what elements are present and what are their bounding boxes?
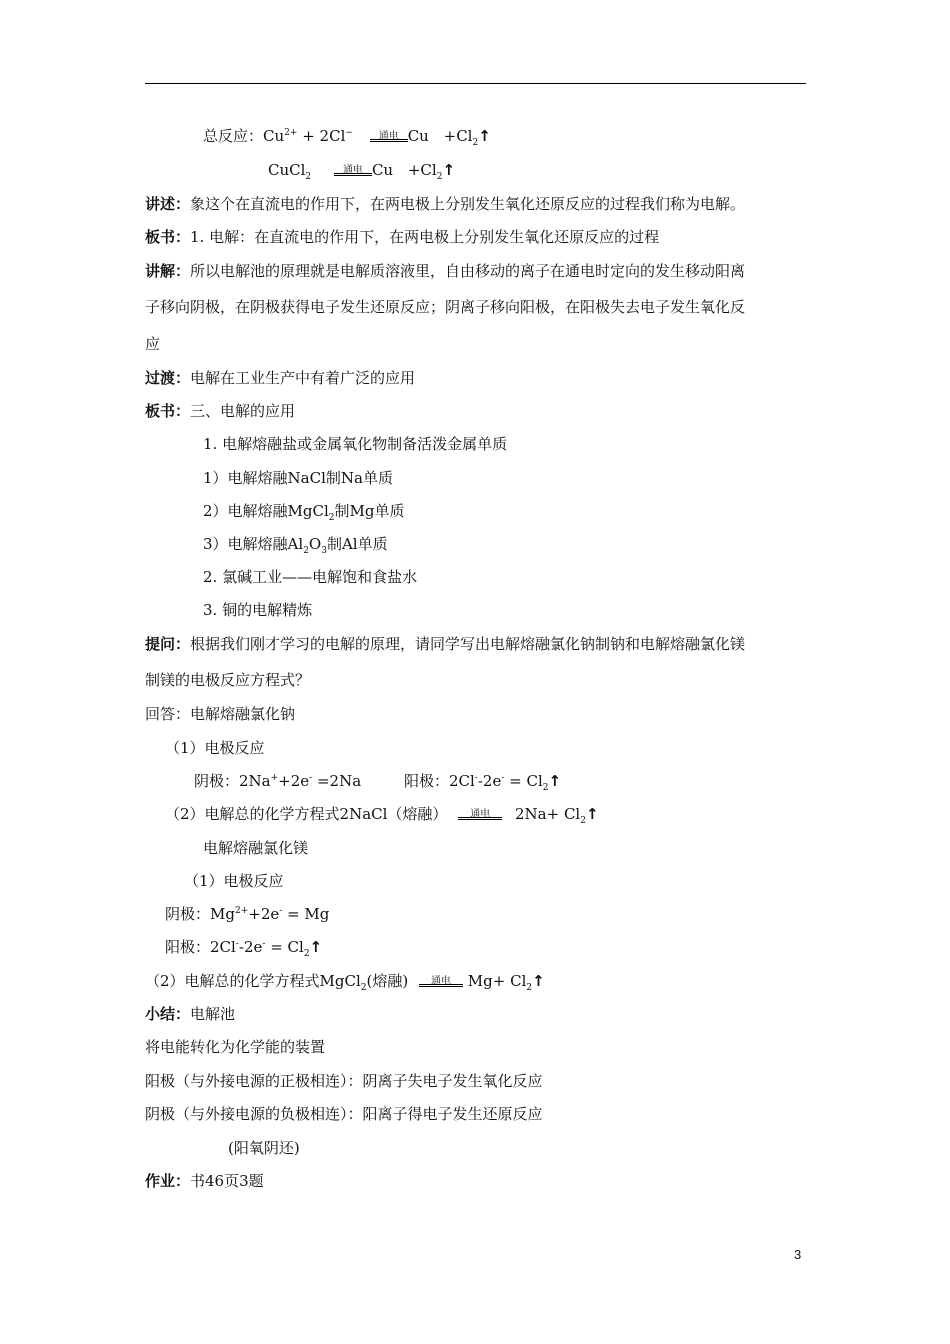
paragraph-text: 1. 电解：在直流电的作用下，在两电极上分别发生氧化还原反应的过程	[190, 228, 660, 246]
up-arrow-icon: ↑	[532, 972, 545, 990]
transition-line	[145, 368, 415, 388]
list-item-text: 2. 氯碱工业——电解饱和食盐水	[203, 568, 418, 586]
subscript: 2	[472, 138, 479, 148]
summary-anode	[145, 1071, 543, 1091]
condition-label: 通电	[431, 976, 452, 987]
summary-cathode	[145, 1104, 543, 1124]
paragraph-text: 电解在工业生产中有着广泛的应用	[190, 369, 416, 387]
list-item-text: 1）电解熔融NaCl制Na单质	[203, 469, 393, 487]
formula-part: = Cl	[265, 938, 304, 956]
formula-part: 2Na+ Cl	[515, 805, 581, 823]
list-item	[203, 567, 417, 587]
sub-heading	[203, 838, 308, 858]
formula-part: +Cl	[443, 127, 473, 145]
formula-part: 阳极：2Cl	[165, 938, 236, 956]
question-line	[145, 634, 745, 654]
section-label: 提问：	[145, 635, 191, 653]
nacl-electrode-reactions	[194, 771, 561, 791]
superscript: -	[279, 906, 283, 916]
paragraph-text: (阳氧阴还)	[228, 1139, 300, 1157]
paragraph-text: 将电能转化为化学能的装置	[145, 1038, 326, 1056]
paragraph-text: 应	[145, 335, 161, 353]
paragraph-text: 电解池	[190, 1005, 236, 1023]
up-arrow-icon: ↑	[585, 805, 599, 823]
formula-part: Cu	[263, 127, 285, 145]
double-line	[334, 173, 372, 176]
sub-heading	[184, 871, 284, 891]
mgcl2-overall-equation	[145, 971, 545, 991]
formula-part: +2e	[248, 905, 280, 923]
homework-line	[145, 1171, 264, 1191]
formula-part: 阳极：2Cl	[403, 772, 475, 790]
paragraph-text: （1）电极反应	[165, 739, 265, 757]
formula-part: +Cl	[407, 161, 437, 179]
section-label: 板书：	[145, 228, 191, 246]
formula-part: +2e	[278, 772, 310, 790]
electrolysis-sign	[334, 165, 372, 178]
formula-part: O	[308, 535, 322, 553]
subscript: 2	[303, 949, 310, 959]
double-line	[419, 984, 463, 987]
subscript: 2	[526, 983, 533, 993]
paragraph-text: 阴极（与外接电源的负极相连）：阳离子得电子发生还原反应	[145, 1105, 543, 1123]
formula-part: Cu	[371, 161, 394, 179]
up-arrow-icon: ↑	[309, 938, 323, 956]
explanation-line	[145, 261, 745, 281]
formula-part: = Cl	[504, 772, 543, 790]
superscript: 2+	[234, 906, 249, 916]
paragraph-text: 三、电解的应用	[190, 402, 296, 420]
superscript: −	[345, 128, 353, 138]
double-line	[458, 817, 502, 820]
paragraph-text: 子移向阴极，在阴极获得电子发生还原反应；阴离子移向阳极，在阳极失去电子发生氧化反	[145, 298, 746, 316]
formula-part: 阴极：2Na	[194, 772, 271, 790]
list-item	[203, 434, 507, 454]
paragraph-text: 根据我们刚才学习的电解的原理，请同学写出电解熔融氯化钠制钠和电解熔融氯化镁	[190, 635, 746, 653]
formula-part: 2）电解熔融MgCl	[203, 502, 329, 520]
up-arrow-icon: ↑	[548, 772, 562, 790]
mg-anode-reaction	[165, 937, 322, 957]
formula-part: CuCl	[268, 161, 306, 179]
formula-part: 阴极：Mg	[165, 905, 235, 923]
superscript: -	[262, 939, 266, 949]
list-item	[203, 534, 388, 554]
superscript: -	[235, 939, 239, 949]
question-line-2	[145, 670, 310, 690]
superscript: 2+	[284, 128, 298, 138]
superscript: -	[474, 773, 478, 783]
condition-label: 通电	[378, 131, 399, 142]
formula-part: （2）电解总的化学方程式MgCl	[145, 972, 361, 990]
superscript: -	[309, 773, 313, 783]
paragraph-text: 书46页3题	[190, 1172, 264, 1190]
paragraph-text: 电解熔融氯化镁	[203, 839, 309, 857]
superscript: -	[501, 773, 505, 783]
section-label: 过渡：	[145, 369, 191, 387]
subscript: 2	[303, 546, 309, 556]
up-arrow-icon: ↑	[442, 161, 456, 179]
formula-part: 3）电解熔融Al	[203, 535, 304, 553]
subscript: 3	[321, 546, 327, 556]
formula-part: (熔融)	[366, 972, 409, 990]
section-label: 讲解：	[145, 262, 191, 280]
total-reaction-label: 总反应：	[203, 127, 264, 145]
formula-part: （2）电解总的化学方程式2NaCl（熔融）	[165, 805, 448, 823]
mg-cathode-reaction	[165, 904, 329, 924]
nacl-overall-equation	[165, 804, 599, 824]
list-item-text: 3. 铜的电解精炼	[203, 601, 313, 619]
formula-part: Cu	[407, 127, 429, 145]
paragraph-text: （1）电极反应	[184, 872, 284, 890]
subscript: 2	[360, 983, 367, 993]
subscript: 2	[542, 783, 549, 793]
list-item	[203, 501, 404, 521]
section-label: 讲述：	[145, 195, 191, 213]
explanation-line-2	[145, 297, 745, 317]
summary-mnemonic	[228, 1138, 300, 1158]
formula-part: 制Al单质	[326, 535, 388, 553]
section-label: 板书：	[145, 402, 191, 420]
header-rule	[145, 83, 806, 84]
formula-part: + 2Cl	[302, 127, 346, 145]
condition-label: 通电	[342, 165, 363, 176]
list-item	[203, 468, 393, 488]
cucl2-reaction-line	[268, 160, 455, 180]
board-note-line-2	[145, 401, 295, 421]
up-arrow-icon: ↑	[478, 127, 491, 145]
explanation-line-3	[145, 334, 160, 354]
total-reaction-line	[203, 126, 491, 146]
condition-label: 通电	[470, 809, 491, 820]
subscript: 2	[436, 172, 443, 182]
section-label: 作业：	[145, 1172, 191, 1190]
formula-part: -2e	[238, 938, 263, 956]
summary-definition	[145, 1037, 325, 1057]
answer-line	[145, 704, 295, 724]
sub-heading	[165, 738, 265, 758]
section-label: 小结：	[145, 1005, 191, 1023]
electrolysis-sign	[458, 809, 502, 822]
list-item-text: 1. 电解熔融盐或金属氧化物制备活泼金属单质	[203, 435, 508, 453]
narration-line	[145, 194, 745, 214]
formula-part: = Mg	[282, 905, 330, 923]
summary-line	[145, 1004, 235, 1024]
subscript: 2	[305, 172, 312, 182]
paragraph-text: 所以电解池的原理就是电解质溶液里，自由移动的离子在通电时定向的发生移动阳离	[190, 262, 746, 280]
board-note-line	[145, 227, 659, 247]
paragraph-text: 制镁的电极反应方程式？	[145, 671, 311, 689]
superscript: +	[270, 773, 279, 783]
subscript: 2	[580, 816, 586, 826]
electrolysis-sign	[419, 976, 463, 989]
page-number: 3	[794, 1247, 802, 1262]
formula-part: 制Mg单质	[334, 502, 405, 520]
list-item	[203, 600, 312, 620]
electrolysis-sign	[370, 131, 408, 144]
double-line	[370, 139, 408, 142]
paragraph-text: 回答：电解熔融氯化钠	[145, 705, 296, 723]
paragraph-text: 象这个在直流电的作用下，在两电极上分别发生氧化还原反应的过程我们称为电解。	[190, 195, 746, 213]
formula-part: =2Na	[312, 772, 362, 790]
paragraph-text: 阳极（与外接电源的正极相连）：阴离子失电子发生氧化反应	[145, 1072, 543, 1090]
formula-part: -2e	[477, 772, 502, 790]
formula-part: Mg+ Cl	[467, 972, 527, 990]
subscript: 2	[328, 513, 335, 523]
